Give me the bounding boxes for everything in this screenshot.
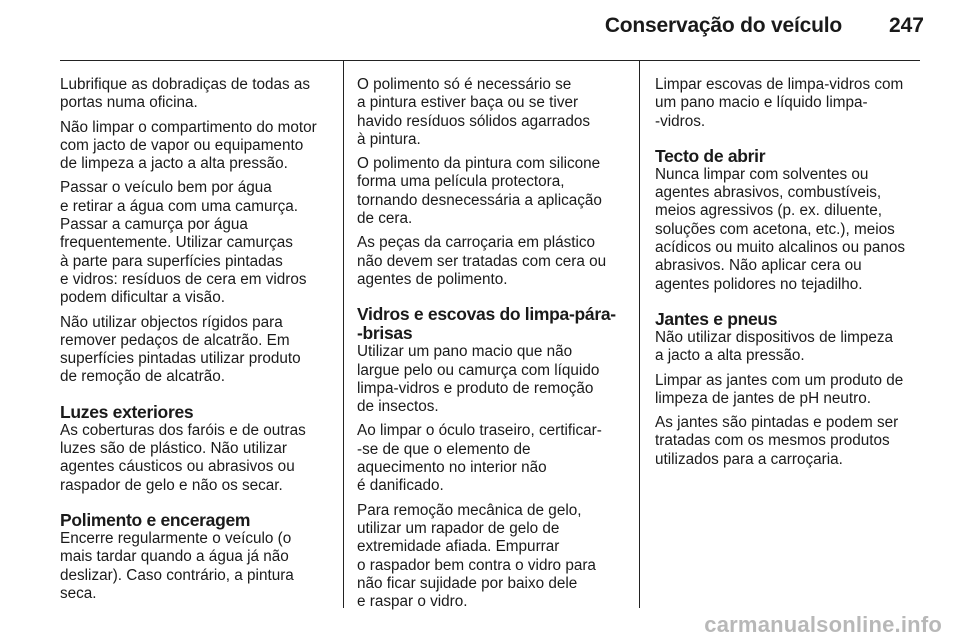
- paragraph: O polimento da pintura com silicone forma uma película protectora, tornando desnecessária a aplicação de cera.: [357, 155, 602, 228]
- paragraph: Não utilizar objectos rígidos para remover pedaços de alcatrão. Em superfícies pintadas utilizar produto de remoção de alcatrão.: [60, 313, 301, 386]
- section-heading: Tecto de abrir: [655, 145, 766, 166]
- paragraph: O polimento só é necessário se a pintura estiver baça ou se tiver havido resíduos sólidos agarrados à pintura.: [357, 76, 590, 148]
- section-heading: Jantes e pneus: [655, 308, 778, 329]
- section-heading: Vidros e escovas do limpa-pára- -brisas: [357, 304, 616, 344]
- paragraph: Utilizar um pano macio que não largue pelo ou camurça com líquido limpa-vidros e produto de remoção de insectos.: [357, 343, 600, 416]
- header-divider: [60, 60, 920, 61]
- paragraph: As coberturas dos faróis e de outras luzes são de plástico. Não utilizar agentes cáusticos ou abrasivos ou raspador de gelo e não os secar.: [60, 421, 306, 494]
- paragraph: Não utilizar dispositivos de limpeza a jacto a alta pressão.: [655, 328, 894, 365]
- text-column-3: [655, 76, 921, 475]
- paragraph: Nunca limpar com solventes ou agentes abrasivos, combustíveis, meios agressivos (p. ex. diluente, soluções com acetona, etc.), meios acídicos ou muito alcalinos ou panos abrasivos. Não aplicar cera ou agentes polidores no tejadilho.: [655, 165, 906, 293]
- page-header: [0, 0, 960, 60]
- paragraph: Para remoção mecânica de gelo, utilizar um rapador de gelo de extremidade afiada. Empurrar o raspador bem contra o vidro para não ficar sujidade por baixo dele e raspar o vidro.: [357, 501, 596, 611]
- paragraph: Limpar escovas de limpa-vidros com um pano macio e líquido limpa- -vidros.: [655, 76, 904, 130]
- paragraph: Encerre regularmente o veículo (o mais tardar quando a água já não deslizar). Caso contrário, a pintura seca.: [60, 529, 294, 602]
- watermark: carmanualsonline.info: [704, 612, 942, 637]
- paragraph: Lubrifique as dobradiças de todas as portas numa oficina.: [60, 76, 311, 112]
- paragraph: As jantes são pintadas e podem ser tratadas com os mesmos produtos utilizados para a carroçaria.: [655, 414, 899, 468]
- page-title: Conservação do veículo: [604, 14, 842, 37]
- column-divider: [639, 60, 640, 608]
- paragraph: Ao limpar o óculo traseiro, certificar- -se de que o elemento de aquecimento no interior não é danificado.: [357, 422, 602, 495]
- paragraph: Não limpar o compartimento do motor com jacto de vapor ou equipamento de limpeza a jacto a alta pressão.: [60, 118, 317, 173]
- column-divider: [343, 60, 344, 608]
- text-column-2: [357, 76, 625, 617]
- text-column-1: [60, 76, 326, 609]
- paragraph: Limpar as jantes com um produto de limpeza de jantes de pH neutro.: [655, 371, 904, 407]
- section-heading: Luzes exteriores: [60, 401, 194, 422]
- paragraph: As peças da carroçaria em plástico não devem ser tratadas com cera ou agentes de polimento.: [357, 234, 607, 288]
- page-number: 247: [888, 14, 924, 37]
- section-heading: Polimento e enceragem: [60, 509, 251, 530]
- paragraph: Passar o veículo bem por água e retirar a água com uma camurça. Passar a camurça por água frequentemente. Utilizar camurças à parte para superfícies pintadas e vidros: resíduos de cera em vidros podem dificultar a visão.: [60, 179, 307, 307]
